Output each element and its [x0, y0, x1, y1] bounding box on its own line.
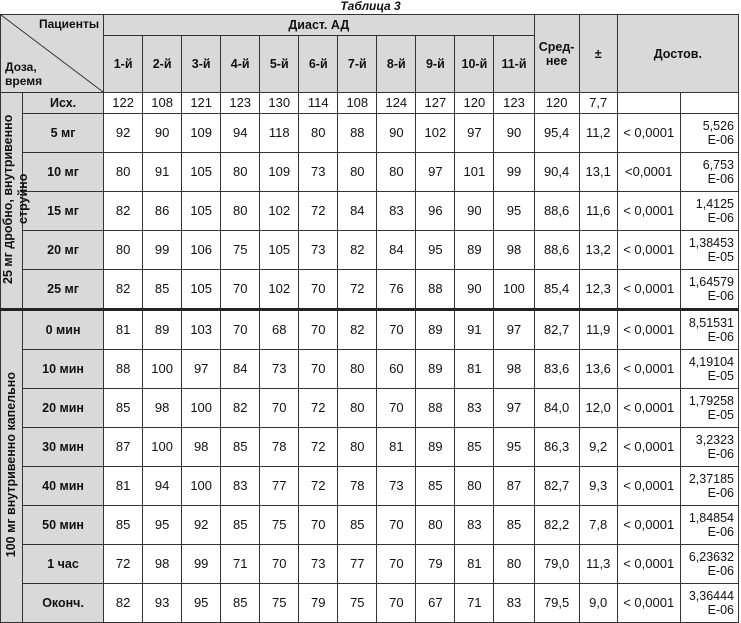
value-cell: 95 — [494, 428, 534, 467]
patient-header-9: 9-й — [416, 36, 455, 93]
dose-label: 15 мг — [23, 192, 104, 231]
dose-label: 10 мг — [23, 153, 104, 192]
value-cell: 88 — [104, 350, 143, 389]
value-cell: 80 — [455, 467, 494, 506]
value-cell: 77 — [260, 467, 299, 506]
mean-cell: 88,6 — [534, 231, 579, 270]
value-cell: 100 — [494, 270, 534, 310]
patient-header-4: 4-й — [221, 36, 260, 93]
table-row — [1, 467, 739, 506]
p-value-cell: < 0,0001 — [617, 545, 680, 584]
value-cell: 80 — [104, 231, 143, 270]
table-row — [1, 231, 739, 270]
value-cell: 72 — [338, 270, 377, 310]
value-cell: 83 — [455, 506, 494, 545]
value-cell: 94 — [143, 467, 182, 506]
patient-header-7: 7-й — [338, 36, 377, 93]
value-cell: 130 — [260, 93, 299, 114]
value-cell: 70 — [260, 545, 299, 584]
value-cell: 85 — [221, 428, 260, 467]
value-cell: 105 — [182, 270, 221, 310]
value-cell: 114 — [299, 93, 338, 114]
sd-cell: 7,8 — [579, 506, 617, 545]
sd-cell: 9,0 — [579, 584, 617, 623]
value-cell: 82 — [221, 389, 260, 428]
group-label-text: 100 мг внутривенно капельно — [4, 372, 18, 558]
sd-cell: 9,2 — [579, 428, 617, 467]
value-cell: 87 — [494, 467, 534, 506]
value-cell: 79 — [299, 584, 338, 623]
dose-label: 10 мин — [23, 350, 104, 389]
exact-p-cell: 5,526 E-06 — [680, 114, 738, 153]
value-cell: 101 — [455, 153, 494, 192]
value-cell: 88 — [416, 389, 455, 428]
table-row — [1, 93, 739, 114]
exact-p-cell: 1,64579 E-06 — [680, 270, 738, 310]
value-cell: 100 — [143, 350, 182, 389]
value-cell: 98 — [143, 389, 182, 428]
value-cell: 89 — [416, 350, 455, 389]
value-cell: 118 — [260, 114, 299, 153]
value-cell: 103 — [182, 310, 221, 350]
value-cell: 98 — [494, 231, 534, 270]
table-row — [1, 506, 739, 545]
exact-p-cell: 1,38453 E-05 — [680, 231, 738, 270]
value-cell: 85 — [221, 584, 260, 623]
value-cell: 70 — [260, 389, 299, 428]
p-value-cell — [617, 93, 680, 114]
value-cell: 89 — [416, 428, 455, 467]
table-caption: Таблица 3 — [340, 0, 401, 13]
value-cell: 86 — [143, 192, 182, 231]
value-cell: 95 — [416, 231, 455, 270]
dose-label: 20 мг — [23, 231, 104, 270]
mean-cell: 82,7 — [534, 467, 579, 506]
value-cell: 85 — [104, 389, 143, 428]
dose-label: 5 мг — [23, 114, 104, 153]
value-cell: 105 — [182, 192, 221, 231]
mean-cell: 79,5 — [534, 584, 579, 623]
value-cell: 71 — [221, 545, 260, 584]
p-value-cell: < 0,0001 — [617, 192, 680, 231]
value-cell: 72 — [299, 389, 338, 428]
table-row — [1, 545, 739, 584]
exact-p-cell: 2,37185 E-06 — [680, 467, 738, 506]
value-cell: 91 — [143, 153, 182, 192]
value-cell: 105 — [182, 153, 221, 192]
value-cell: 83 — [377, 192, 416, 231]
value-cell: 82 — [104, 270, 143, 310]
p-value-cell: < 0,0001 — [617, 310, 680, 350]
sd-header: ± — [579, 15, 617, 93]
value-cell: 78 — [260, 428, 299, 467]
value-cell: 73 — [299, 231, 338, 270]
value-cell: 80 — [338, 350, 377, 389]
value-cell: 84 — [221, 350, 260, 389]
mean-cell: 88,6 — [534, 192, 579, 231]
exact-p-cell: 1,84854 E-06 — [680, 506, 738, 545]
value-cell: 80 — [416, 506, 455, 545]
patient-header-11: 11-й — [494, 36, 534, 93]
value-cell: 83 — [221, 467, 260, 506]
value-cell: 80 — [104, 153, 143, 192]
value-cell: 88 — [416, 270, 455, 310]
sd-cell: 11,9 — [579, 310, 617, 350]
p-value-cell: < 0,0001 — [617, 584, 680, 623]
value-cell: 75 — [338, 584, 377, 623]
value-cell: 83 — [455, 389, 494, 428]
value-cell: 88 — [338, 114, 377, 153]
exact-p-cell: 4,19104 E-05 — [680, 350, 738, 389]
value-cell: 89 — [416, 310, 455, 350]
p-value-cell: < 0,0001 — [617, 114, 680, 153]
sd-cell: 11,3 — [579, 545, 617, 584]
sd-cell: 11,2 — [579, 114, 617, 153]
patient-header-5: 5-й — [260, 36, 299, 93]
patient-header-3: 3-й — [182, 36, 221, 93]
mean-cell: 82,2 — [534, 506, 579, 545]
table-row — [1, 428, 739, 467]
value-cell: 85 — [338, 506, 377, 545]
mean-cell: 82,7 — [534, 310, 579, 350]
value-cell: 100 — [182, 467, 221, 506]
value-cell: 81 — [104, 467, 143, 506]
dose-label: 20 мин — [23, 389, 104, 428]
value-cell: 122 — [104, 93, 143, 114]
mean-cell: 120 — [534, 93, 579, 114]
value-cell: 83 — [494, 584, 534, 623]
p-value-cell: < 0,0001 — [617, 467, 680, 506]
value-cell: 99 — [143, 231, 182, 270]
value-cell: 97 — [494, 310, 534, 350]
value-cell: 109 — [260, 153, 299, 192]
value-cell: 72 — [299, 467, 338, 506]
mean-cell: 95,4 — [534, 114, 579, 153]
value-cell: 90 — [494, 114, 534, 153]
value-cell: 90 — [455, 270, 494, 310]
significance-header: Достов. — [617, 15, 738, 93]
value-cell: 70 — [377, 310, 416, 350]
value-cell: 96 — [416, 192, 455, 231]
value-cell: 82 — [104, 584, 143, 623]
patient-header-8: 8-й — [377, 36, 416, 93]
value-cell: 85 — [104, 506, 143, 545]
p-value-cell: < 0,0001 — [617, 270, 680, 310]
value-cell: 94 — [221, 114, 260, 153]
value-cell: 68 — [260, 310, 299, 350]
value-cell: 127 — [416, 93, 455, 114]
value-cell: 80 — [494, 545, 534, 584]
dose-label: Оконч. — [23, 584, 104, 623]
value-cell: 81 — [455, 545, 494, 584]
p-value-cell: <0,0001 — [617, 153, 680, 192]
p-value-cell: < 0,0001 — [617, 506, 680, 545]
value-cell: 108 — [338, 93, 377, 114]
value-cell: 75 — [260, 506, 299, 545]
value-cell: 123 — [221, 93, 260, 114]
value-cell: 73 — [260, 350, 299, 389]
p-value-cell: < 0,0001 — [617, 389, 680, 428]
exact-p-cell — [680, 93, 738, 114]
group-label — [1, 310, 23, 623]
value-cell: 121 — [182, 93, 221, 114]
value-cell: 99 — [494, 153, 534, 192]
value-cell: 102 — [260, 270, 299, 310]
value-cell: 123 — [494, 93, 534, 114]
value-cell: 71 — [455, 584, 494, 623]
value-cell: 98 — [143, 545, 182, 584]
value-cell: 70 — [377, 389, 416, 428]
value-cell: 81 — [455, 350, 494, 389]
p-value-cell: < 0,0001 — [617, 428, 680, 467]
group-label — [1, 93, 30, 310]
value-cell: 80 — [377, 153, 416, 192]
value-cell: 106 — [182, 231, 221, 270]
value-cell: 120 — [455, 93, 494, 114]
value-cell: 97 — [416, 153, 455, 192]
value-cell: 77 — [338, 545, 377, 584]
patients-header: Пациенты — [38, 17, 100, 31]
value-cell: 85 — [416, 467, 455, 506]
mean-cell: 83,6 — [534, 350, 579, 389]
value-cell: 95 — [182, 584, 221, 623]
value-cell: 90 — [143, 114, 182, 153]
sd-cell: 12,3 — [579, 270, 617, 310]
dose-label: 1 час — [23, 545, 104, 584]
value-cell: 99 — [182, 545, 221, 584]
value-cell: 60 — [377, 350, 416, 389]
exact-p-cell: 8,51531 E-06 — [680, 310, 738, 350]
sd-cell: 13,6 — [579, 350, 617, 389]
value-cell: 80 — [338, 428, 377, 467]
table-row — [1, 192, 739, 231]
value-cell: 93 — [143, 584, 182, 623]
exact-p-cell: 1,4125 E-06 — [680, 192, 738, 231]
value-cell: 70 — [377, 506, 416, 545]
value-cell: 100 — [182, 389, 221, 428]
value-cell: 75 — [221, 231, 260, 270]
value-cell: 98 — [182, 428, 221, 467]
value-cell: 82 — [104, 192, 143, 231]
value-cell: 70 — [221, 270, 260, 310]
p-value-cell: < 0,0001 — [617, 231, 680, 270]
value-cell: 100 — [143, 428, 182, 467]
value-cell: 72 — [299, 428, 338, 467]
value-cell: 92 — [182, 506, 221, 545]
value-cell: 92 — [104, 114, 143, 153]
table-row — [1, 153, 739, 192]
value-cell: 105 — [260, 231, 299, 270]
mean-cell: 79,0 — [534, 545, 579, 584]
value-cell: 73 — [299, 545, 338, 584]
sd-cell: 11,6 — [579, 192, 617, 231]
value-cell: 78 — [338, 467, 377, 506]
exact-p-cell: 3,2323 E-06 — [680, 428, 738, 467]
mean-cell: 86,3 — [534, 428, 579, 467]
value-cell: 90 — [377, 114, 416, 153]
exact-p-cell: 6,23632 E-06 — [680, 545, 738, 584]
value-cell: 87 — [104, 428, 143, 467]
value-cell: 95 — [494, 192, 534, 231]
patient-header-6: 6-й — [299, 36, 338, 93]
diast-bp-header: Диаст. АД — [104, 15, 535, 36]
value-cell: 79 — [416, 545, 455, 584]
patient-header-1: 1-й — [104, 36, 143, 93]
value-cell: 81 — [104, 310, 143, 350]
value-cell: 95 — [143, 506, 182, 545]
value-cell: 108 — [143, 93, 182, 114]
sd-cell: 9,3 — [579, 467, 617, 506]
value-cell: 80 — [221, 153, 260, 192]
value-cell: 82 — [338, 310, 377, 350]
table-row — [1, 350, 739, 389]
value-cell: 85 — [143, 270, 182, 310]
exact-p-cell: 3,36444 E-06 — [680, 584, 738, 623]
value-cell: 84 — [377, 231, 416, 270]
value-cell: 81 — [377, 428, 416, 467]
dose-label: Исх. — [23, 93, 104, 114]
value-cell: 72 — [299, 192, 338, 231]
table-row — [1, 114, 739, 153]
value-cell: 85 — [455, 428, 494, 467]
dose-time-header: Доза, время — [5, 60, 43, 88]
value-cell: 97 — [494, 389, 534, 428]
value-cell: 70 — [299, 506, 338, 545]
value-cell: 97 — [182, 350, 221, 389]
dose-label: 40 мин — [23, 467, 104, 506]
mean-cell: 90,4 — [534, 153, 579, 192]
value-cell: 82 — [338, 231, 377, 270]
value-cell: 98 — [494, 350, 534, 389]
value-cell: 84 — [338, 192, 377, 231]
value-cell: 70 — [299, 310, 338, 350]
value-cell: 75 — [260, 584, 299, 623]
table-row — [1, 310, 739, 350]
value-cell: 70 — [377, 545, 416, 584]
dose-label: 0 мин — [23, 310, 104, 350]
value-cell: 102 — [260, 192, 299, 231]
p-value-cell: < 0,0001 — [617, 350, 680, 389]
value-cell: 80 — [299, 114, 338, 153]
exact-p-cell: 1,79258 E-05 — [680, 389, 738, 428]
value-cell: 80 — [221, 192, 260, 231]
value-cell: 70 — [299, 270, 338, 310]
dose-label: 25 мг — [23, 270, 104, 310]
corner-header — [1, 15, 104, 93]
value-cell: 80 — [338, 389, 377, 428]
value-cell: 85 — [221, 506, 260, 545]
mean-header: Сред- нее — [534, 15, 579, 93]
value-cell: 91 — [455, 310, 494, 350]
value-cell: 124 — [377, 93, 416, 114]
value-cell: 70 — [377, 584, 416, 623]
table-row — [1, 584, 739, 623]
data-table — [0, 14, 739, 623]
value-cell: 80 — [338, 153, 377, 192]
value-cell: 70 — [299, 350, 338, 389]
exact-p-cell: 6,753 E-06 — [680, 153, 738, 192]
value-cell: 67 — [416, 584, 455, 623]
sd-cell: 7,7 — [579, 93, 617, 114]
sd-cell: 13,1 — [579, 153, 617, 192]
value-cell: 70 — [221, 310, 260, 350]
value-cell: 90 — [455, 192, 494, 231]
table-row — [1, 389, 739, 428]
mean-cell: 85,4 — [534, 270, 579, 310]
value-cell: 89 — [455, 231, 494, 270]
value-cell: 102 — [416, 114, 455, 153]
dose-label: 50 мин — [23, 506, 104, 545]
table-row — [1, 270, 739, 310]
group-label-text: 25 мг дробно, внутривенно струйно — [1, 114, 30, 284]
sd-cell: 12,0 — [579, 389, 617, 428]
value-cell: 73 — [377, 467, 416, 506]
value-cell: 89 — [143, 310, 182, 350]
mean-cell: 84,0 — [534, 389, 579, 428]
value-cell: 97 — [455, 114, 494, 153]
patient-header-10: 10-й — [455, 36, 494, 93]
patient-header-2: 2-й — [143, 36, 182, 93]
value-cell: 109 — [182, 114, 221, 153]
value-cell: 72 — [104, 545, 143, 584]
value-cell: 85 — [494, 506, 534, 545]
value-cell: 76 — [377, 270, 416, 310]
dose-label: 30 мин — [23, 428, 104, 467]
value-cell: 73 — [299, 153, 338, 192]
sd-cell: 13,2 — [579, 231, 617, 270]
